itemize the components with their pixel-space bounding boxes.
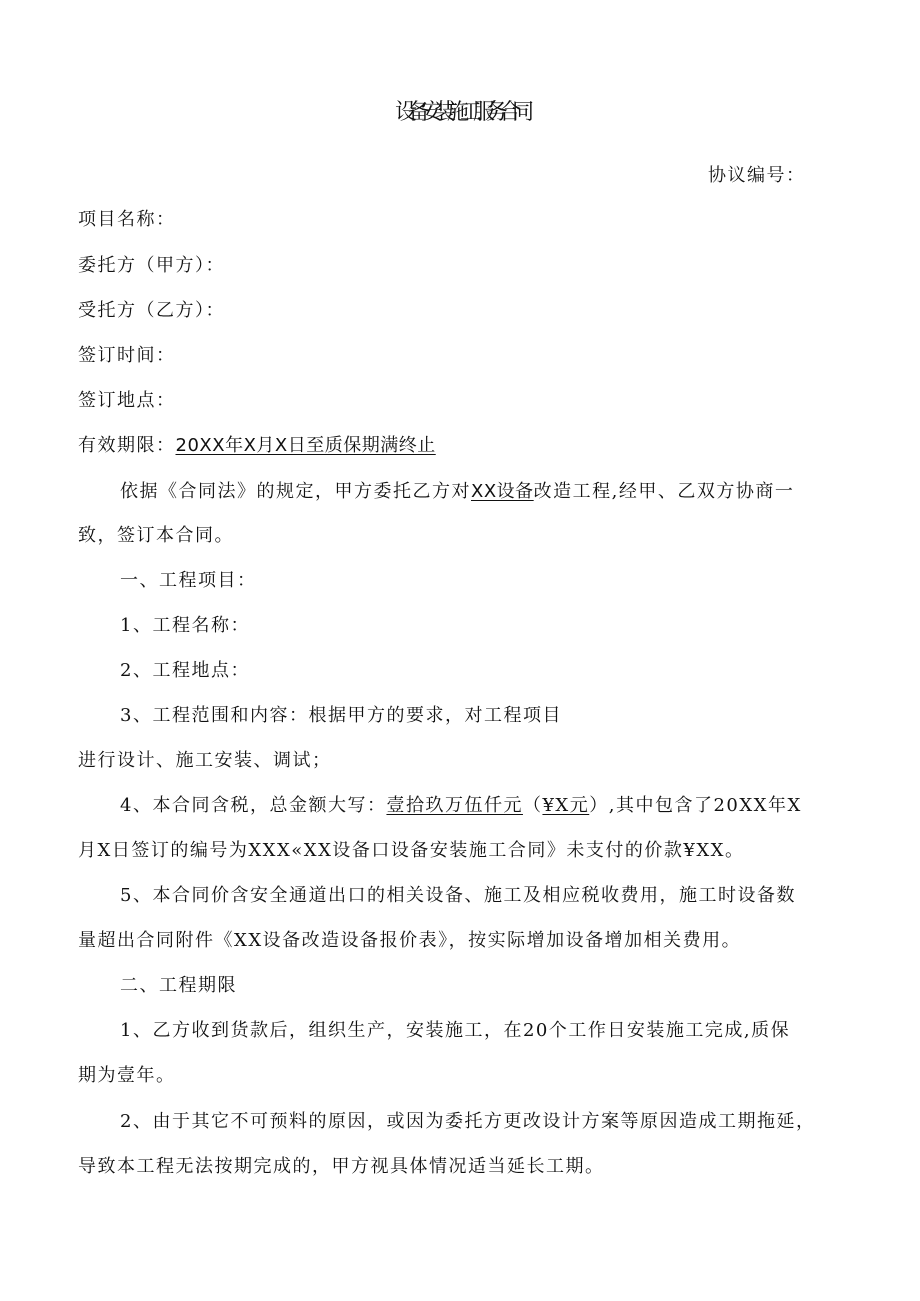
section-1-heading: 一、工程项目：	[120, 570, 257, 591]
intro-text-1: 依据《合同法》的规定，甲方委托乙方对	[120, 481, 471, 502]
section-1-item-3-line1: 3、工程范围和内容：根据甲方的要求，对工程项目	[120, 705, 562, 726]
sign-time-field: 签订时间：	[78, 345, 176, 366]
section-2-item-2-line1: 2、由于其它不可预料的原因，或因为委托方更改设计方案等原因造成工期拖延，	[120, 1111, 816, 1132]
amount-rest: ）,其中包含了20XX年X	[589, 795, 802, 816]
intro-paragraph-line2: 致，签订本合同。	[78, 525, 234, 546]
intro-equipment: XX设备	[471, 481, 534, 502]
amount-prefix: 4、本合同含税，总金额大写：	[120, 795, 387, 816]
section-1-item-4-line1	[120, 794, 802, 818]
contractor-field: 受托方（乙方）：	[78, 300, 225, 321]
intro-text-2: 改造工程,经甲、乙双方协商一	[533, 481, 795, 502]
client-field: 委托方（甲方）：	[78, 255, 225, 276]
validity-line	[78, 434, 436, 458]
section-1-item-5-line2: 量超出合同附件《XX设备改造设备报价表》，按实际增加设备增加相关费用。	[78, 930, 742, 951]
page-title: 设备安装施工服务合同	[394, 100, 525, 125]
section-2-item-2-line2: 导致本工程无法按期完成的，甲方视具体情况适当延长工期。	[78, 1156, 605, 1177]
section-1-item-4-line2: 月X日签订的编号为XXX«XX设备口设备安装施工合同》未支付的价款¥XX。	[78, 840, 745, 861]
agreement-number-label: 协议编号：	[708, 165, 806, 186]
section-2-item-1-line2: 期为壹年。	[78, 1065, 176, 1086]
section-1-item-3-line2: 进行设计、施工安装、调试；	[78, 750, 332, 771]
amount-in-figures: ¥X元	[542, 795, 590, 816]
project-name-field: 项目名称：	[78, 209, 176, 230]
validity-label: 有效期限：	[78, 435, 176, 456]
section-2-item-1-line1: 1、乙方收到货款后，组织生产，安装施工，在20个工作日安装施工完成,质保	[120, 1020, 791, 1041]
validity-value: 20XX年X月X日至质保期满终止	[175, 435, 436, 456]
section-1-item-5-line1: 5、本合同价含安全通道出口的相关设备、施工及相应税收费用，施工时设备数	[120, 885, 796, 906]
section-1-item-2: 2、工程地点：	[120, 660, 250, 681]
section-1-item-1: 1、工程名称：	[120, 615, 250, 636]
amount-paren-open: （	[522, 795, 543, 816]
amount-in-words: 壹拾玖万伍仟元	[386, 795, 523, 816]
section-2-heading: 二、工程期限	[120, 975, 237, 996]
sign-place-field: 签订地点：	[78, 390, 176, 411]
intro-paragraph-line1	[120, 480, 794, 504]
